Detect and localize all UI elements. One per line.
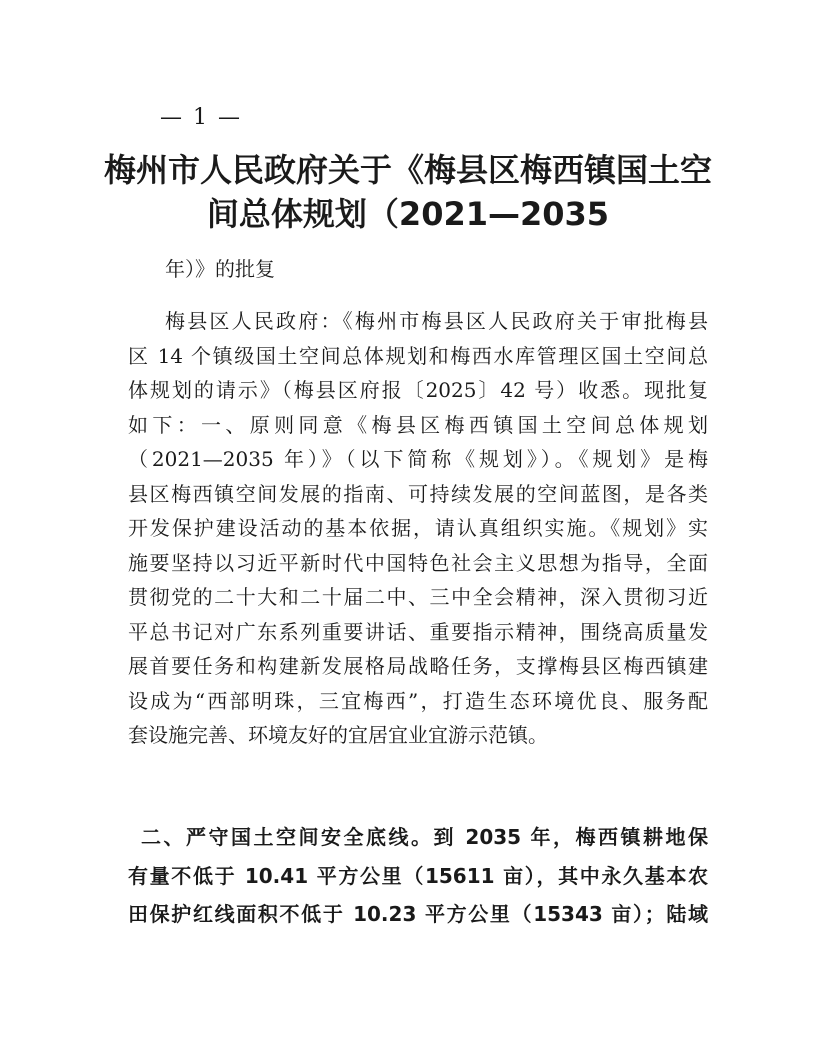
text-line: 平总书记对广东系列重要讲话、重要指示精神，围绕高质量发 (128, 619, 708, 644)
paragraph-safety-baseline (128, 818, 708, 934)
text-line: 田保护红线面积不低于 10.23 平方公里（15343 亩）；陆域 (128, 902, 708, 926)
text-line: （2021—2035 年）》（以下简称《规划》）。《规划》是梅 (128, 447, 708, 471)
document-title-line-2: 间总体规划（2021—2035 (206, 195, 610, 233)
text-line: 二、严守国土空间安全底线。到 2035 年，梅西镇耕地保 (141, 825, 708, 849)
text-line: 贯彻党的二十大和二十届二中、三中全会精神，深入贯彻习近 (128, 585, 708, 609)
text-line: 区 14 个镇级国土空间总体规划和梅西水库管理区国土空间总 (128, 343, 708, 368)
text-line: 套设施完善、环境友好的宜居宜业宜游示范镇。 (128, 723, 548, 747)
text-line: 体规划的请示》（梅县区府报〔2025〕42 号）收悉。现批复 (128, 378, 708, 402)
text-line: 如下：一、原则同意《梅县区梅西镇国土空间总体规划 (128, 412, 708, 437)
text-line: 设成为“西部明珠，三宜梅西”，打造生态环境优良、服务配 (128, 688, 708, 713)
text-line: 县区梅西镇空间发展的指南、可持续发展的空间蓝图，是各类 (128, 481, 708, 506)
document-title-line-1: 梅州市人民政府关于《梅县区梅西镇国土空 (103, 151, 712, 189)
text-line: 展首要任务和构建新发展格局战略任务，支撑梅县区梅西镇建 (128, 654, 708, 678)
text-line: 施要坚持以习近平新时代中国特色社会主义思想为指导，全面 (128, 550, 708, 575)
document-title-line-3: 年）》的批复 (165, 257, 275, 281)
paragraph-reply-body (128, 304, 708, 753)
text-line: 梅县区人民政府：《梅州市梅县区人民政府关于审批梅县 (165, 309, 708, 333)
page-number: — 1 — (160, 105, 242, 130)
text-line: 开发保护建设活动的基本依据，请认真组织实施。《规划》实 (128, 516, 708, 540)
text-line: 有量不低于 10.41 平方公里（15611 亩），其中永久基本农 (128, 863, 708, 888)
